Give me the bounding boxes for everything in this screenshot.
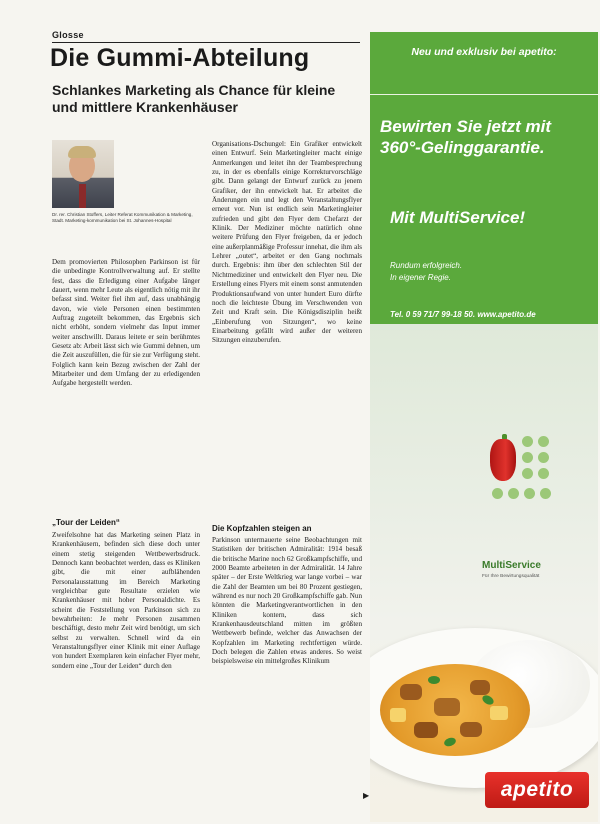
section-heading-kopfzahlen: Die Kopfzahlen steigen an: [212, 524, 312, 533]
multiservice-tagline: Für Ihre Bewirtungsqualität: [482, 574, 540, 579]
ad-divider: [370, 94, 598, 95]
photo-caption: Dr. rer. Christian Stoffers, Leiter Referat Kommunikation & Marketing, Stadt. Marketing-kommunikation bei St. Johannes-Hospital: [52, 212, 193, 223]
ad-green-panel: [370, 32, 598, 324]
ad-headline: Neu und exklusiv bei apetito:: [411, 46, 557, 58]
article-kicker: Glosse: [52, 30, 84, 40]
article-column-2: Organisations-Dschungel: Ein Grafiker entwickelt einen Entwurf. Sein Marketingleiter macht einige Anmerkungen und leitet ihn der Teambesprechung zu, in der es ebenfalls einige Korrekturvorschläge gibt. Dann gelangt der Entwurf zurück zu jenem Grafiker, der ihn entwickelt hat. Er arbeitet die Änderungen ein und legt den Veranstaltungsflyer erneut vor. Nun ist endlich sein Marketingleiter zufrieden und gibt den Flyer dem Chefarzt der Klinik. Der Mediziner möchte natürlich ohne weitere Prüfung den Flyer freigeben, da er jedoch eine außerplanmäßige Professur innehat, die ihm als Lehrer „outet“, arbeitet er den Gang nochmals durch. Ergebnis: ihm über den schlechten Stil der Nichtmediziner und entwickelt den Flyer neu. Die Erstellung eines Flyers mit einem sonst anmutenden Produktionsaufwand von unter hundert Euro dürfte noch die leichteste Übung im Verschwenden von Zeit und Kraft sein. Die Königsdisziplin heißt „Einberufung von Sitzungen“, wo keine Einarbeitung gefällt wird außer der weiteren Sitzungen einzuberufen.: [212, 140, 362, 345]
article-column-2-continued: Parkinson untermauerte seine Beobachtungen mit Statistiken der britischen Admiralität: 1914 besaß die britische Marine noch 62 Großkampfschiffe, und 2000 Beamte arbeiteten in der Admiralität. 14 Jahre später – der Erste Weltkrieg war lange vorbei – war die Zahl der Beamten um bei 80 Prozent gestiegen, während es nur noch 20 Großkampfschiffe gab. Nun könnten die Marketingverantwortlichen in den Kliniken kontern, dass sich Krankenhausdeutschland mitten im größten Wettbewerb befinde, welcher das Anwachsen der Kopfzahlen im Marketing rechtfertigen würde. Doch belegen die Zahlen etwas anderes. So weist beispielsweise ein mittelgroßes Klinikum: [212, 536, 362, 666]
ad-subline-1: Rundum erfolgreich.: [390, 261, 463, 270]
ad-claim-2: Mit MultiService!: [390, 208, 526, 227]
kicker-rule: [52, 42, 360, 43]
advertisement[interactable]: [370, 32, 598, 822]
article-title: Die Gummi-Abteilung: [50, 44, 310, 72]
article-column-1: Dem promovierten Philosophen Parkinson ist für die unbedingte Kontrollverwaltung auf. Er stellte fest, dass die Erledigung einer Aufgabe länger dauert, wenn mehr Leute als eigentlich nötig mit ihr befasst sind. Weiter fiel ihm auf, dass unabhängig davon, wie viele Personen einen bestimmten Auftrag zugeteilt bekommen, das Ergebnis sich nicht erhöht, sondern vielmehr das Input immer weiter anschwillt. Daraus leitete er sein berühmtes Gesetz ab: Arbeit lässt sich wie Gummi dehnen, um die Zeit auszufüllen, die für sie zur Verfügung steht. Folglich kann kein Bezug zwischen der Zahl der Mitarbeiter und dem Umfang der zu erledigenden Aufgabe hergestellt werden.: [52, 258, 200, 388]
ad-image-area: [370, 324, 598, 822]
pepper-icon: [490, 439, 516, 481]
ad-claim-1: Bewirten Sie jetzt mit 360°-Gelinggarantie.: [380, 117, 551, 157]
article-subtitle: Schlankes Marketing als Chance für kleine und mittlere Krankenhäuser: [52, 82, 336, 115]
multiservice-logo: [494, 432, 554, 548]
author-photo: [52, 140, 114, 208]
ad-contact[interactable]: Tel. 0 59 71/7 99-18 50. www.apetito.de: [390, 310, 536, 319]
apetito-logo[interactable]: apetito: [485, 772, 589, 808]
article-column-1-continued: Zweifelsohne hat das Marketing seinen Platz in Krankenhäusern, befinden sich diese doch unter einem stetig steigenden Wettbewerbsdruck. Dennoch kann beobachtet werden, dass es Kliniken gibt, die mit einer aufblähenden Personalausstattung im Bereich Marketing vergleichbar gute Resultate erzielen wie Krankenhäuser mit hoher Personaldichte. Es scheint die Feststellung von Parkinson sich zu bewahrheiten: Je mehr Personen zusammen beschäftigt, desto mehr Zeit wird benötigt, um sich selbst zu verwalten. Schnell wird da ein Veranstaltungsflyer einer Klinik mit einer Auflage von hundert Exemplaren kein einfacher Flyer mehr, sondern eine „Tour der Leiden“ durch den: [52, 531, 200, 670]
continue-arrow-icon: ▶: [363, 791, 370, 800]
multiservice-name: MultiService: [482, 560, 541, 571]
ad-subline-2: In eigener Regie.: [390, 273, 451, 282]
section-heading-tour: „Tour der Leiden“: [52, 518, 120, 527]
